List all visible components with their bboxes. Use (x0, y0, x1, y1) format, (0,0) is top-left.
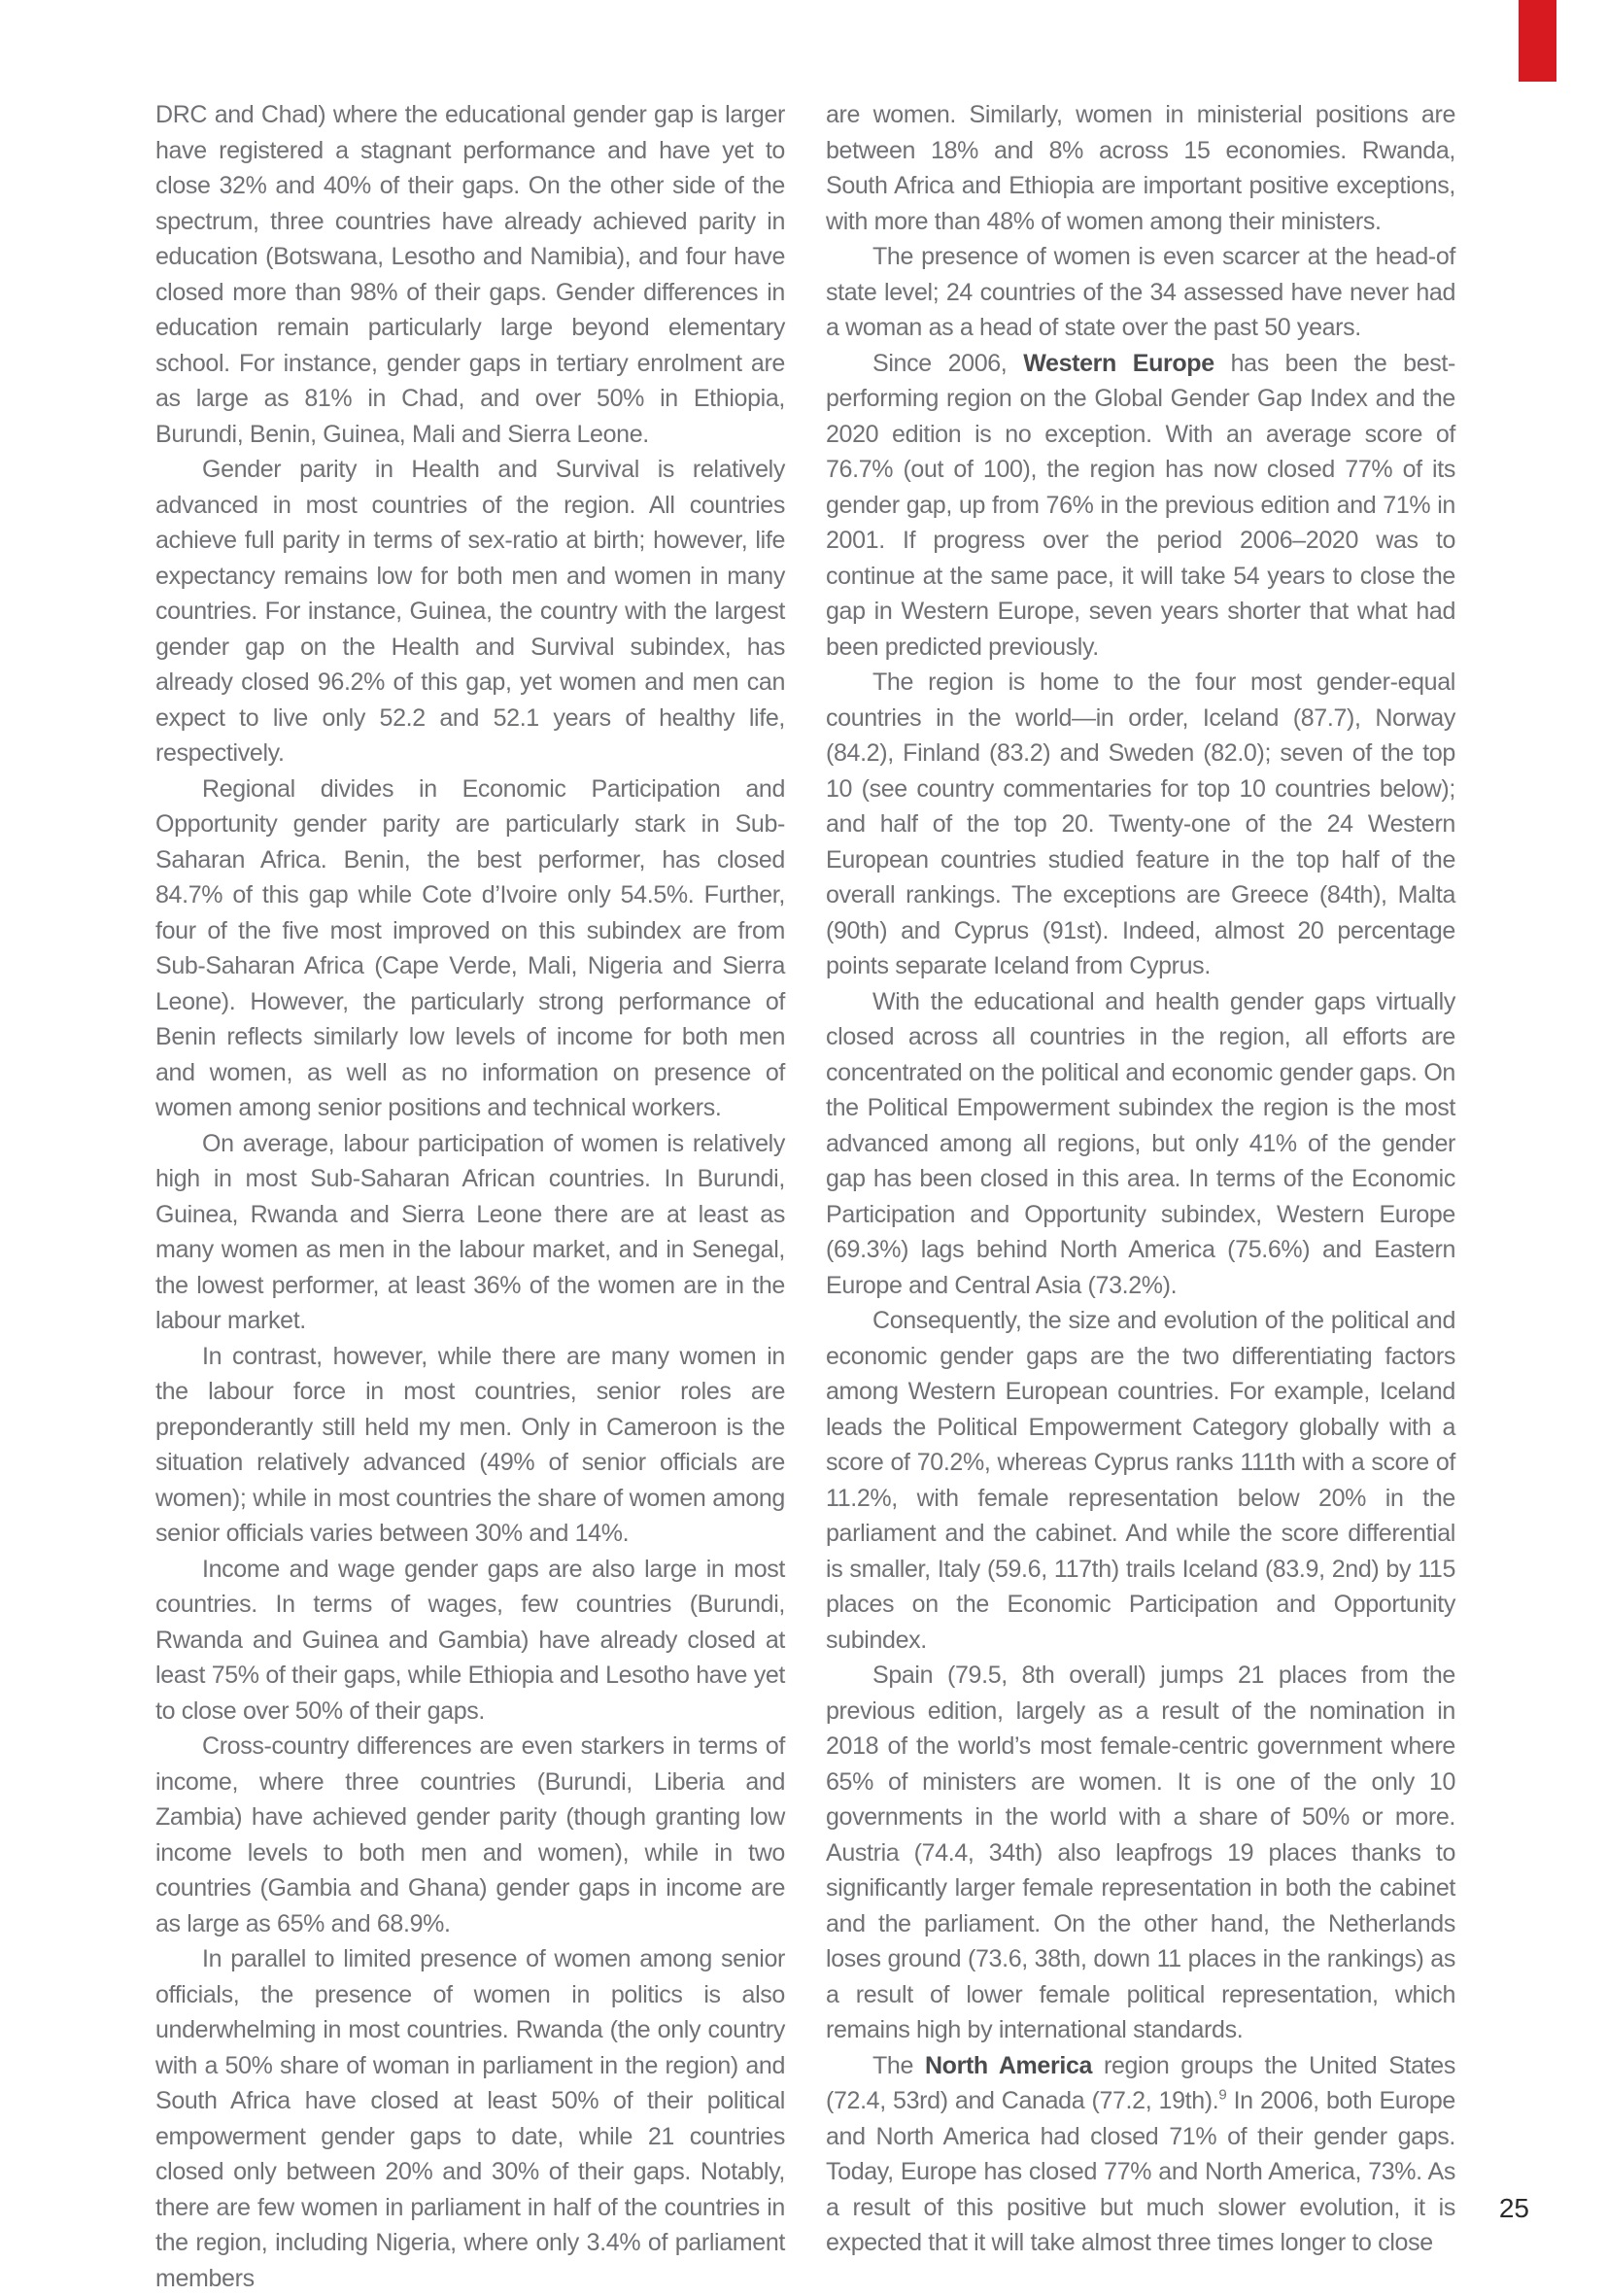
right-column (826, 97, 1455, 2296)
bold-region-western-europe: Western Europe (1023, 349, 1214, 377)
paragraph (826, 2048, 1455, 2261)
paragraph: In parallel to limited presence of women among senior officials, the presence of women in politics is also underwhelming in most countries. Rwanda (the only country with a 50% share of woman in parliament in the region) and South Africa have closed at least 50% of their political empowerment gender gaps to date, while 21 countries closed only between 20% and 30% of their gaps. Notably, there are few women in parliament in half of the countries in the region, including Nigeria, where only 3.4% of parliament members (155, 1945, 785, 2292)
paragraph-text: Since 2006, (872, 349, 1024, 377)
paragraph: Consequently, the size and evolution of the political and economic gender gaps are the two differentiating factors among Western European countries. For example, Iceland leads the Political Empowerment Category globally with a score of 70.2%, whereas Cyprus ranks 111th with a score of 11.2%, with female representation below 20% in the parliament and the cabinet. And while the score differential is smaller, Italy (59.6, 117th) trails Iceland (83.9, 2nd) by 115 places on the Economic Participation and Opportunity subindex. (826, 1307, 1455, 1654)
paragraph-text: has been the best-performing region on the Global Gender Gap Index and the 2020 edition is no exception. With an average score of 76.7% (out of 100), the region has now closed 77% of its gender gap, up from 76% in the previous edition and 71% in 2001. If progress over the period 2006–2020 was to continue at the same pace, it will take 54 years to close the gap in Western Europe, seven years shorter that what had been predicted previously. (826, 349, 1455, 661)
paragraph: On average, labour participation of women is relatively high in most Sub-Saharan African countries. In Burundi, Guinea, Rwanda and Sierra Leone there are at least as many women as men in the labour market, and in Senegal, the lowest performer, at least 36% of the women are in the labour market. (155, 1129, 785, 1334)
paragraph: Income and wage gender gaps are also large in most countries. In terms of wages, few countries (Burundi, Rwanda and Guinea and Gambia) have already closed at least 75% of their gaps, while Ethiopia and Lesotho have yet to close over 50% of their gaps. (155, 1555, 785, 1725)
page-number: 25 (1498, 2193, 1529, 2223)
paragraph: Regional divides in Economic Participation and Opportunity gender parity are particularly stark in Sub-Saharan Africa. Benin, the best performer, has closed 84.7% of this gap while Cote d’Ivoire only 54.5%. Further, four of the five most improved on this subindex are from Sub-Saharan Africa (Cape Verde, Mali, Nigeria and Sierra Leone). However, the particularly strong performance of Benin reflects similarly low levels of income for both men and women, as well as no information on presence of women among senior positions and technical workers. (155, 774, 785, 1121)
left-column (155, 97, 785, 2296)
paragraph: Spain (79.5, 8th overall) jumps 21 places from the previous edition, largely as a result of the nomination in 2018 of the world’s most female-centric government where 65% of ministers are women. It is one of the only 10 governments in the world with a share of 50% or more. Austria (74.4, 34th) also leapfrogs 19 places thanks to significantly larger female representation in both the cabinet and the parliament. On the other hand, the Netherlands loses ground (73.6, 38th, down 11 places in the rankings) as a result of lower female political representation, which remains high by international standards. (826, 1662, 1455, 2043)
paragraph (826, 346, 1455, 666)
paragraph: The region is home to the four most gender-equal countries in the world—in order, Iceland (87.7), Norway (84.2), Finland (83.2) and Sweden (82.0); seven of the top 10 (see country commentaries for top 10 countries below); and half of the top 20. Twenty-one of the 24 Western European countries studied feature in the top half of the overall rankings. The exceptions are Greece (84th), Malta (90th) and Cyprus (91st). Indeed, almost 20 percentage points separate Iceland from Cyprus. (826, 668, 1455, 979)
paragraph: Cross-country differences are even starkers in terms of income, where three countries (Burundi, Liberia and Zambia) have achieved gender parity (though granting low income levels to both men and women), while in two countries (Gambia and Ghana) gender gaps in income are as large as 65% and 68.9%. (155, 1732, 785, 1937)
paragraph: In contrast, however, while there are many women in the labour force in most countries, senior roles are preponderantly still held my men. Only in Cameroon is the situation relatively advanced (49% of senior officials are women); while in most countries the share of women among senior officials varies between 30% and 14%. (155, 1342, 785, 1547)
paragraph-text: The (872, 2051, 925, 2079)
paragraph: The presence of women is even scarcer at the head-of state level; 24 countries of the 34 assessed have never had a woman as a head of state over the past 50 years. (826, 243, 1455, 341)
paragraph: DRC and Chad) where the educational gender gap is larger have registered a stagnant performance and have yet to close 32% and 40% of their gaps. On the other side of the spectrum, three countries have already achieved parity in education (Botswana, Lesotho and Namibia), and four have closed more than 98% of their gaps. Gender differences in education remain particularly large beyond elementary school. For instance, gender gaps in tertiary enrolment are as large as 81% in Chad, and over 50% in Ethiopia, Burundi, Benin, Guinea, Mali and Sierra Leone. (155, 101, 785, 448)
bold-region-north-america: North America (924, 2051, 1093, 2079)
page-body (155, 97, 1455, 2296)
footnote-reference-9: 9 (1218, 2086, 1227, 2104)
paragraph-text: region groups the United States (72.4, 53rd) and Canada (77.2, 19th). (826, 2051, 1456, 2114)
chapter-edge-tab (1519, 0, 1556, 82)
paragraph-text: In 2006, both Europe and North America had closed 71% of their gender gaps. Today, Europe has closed 77% and North America, 73%. As a result of this positive but much slower evolution, it is expected that it will take almost three times longer to close (826, 2087, 1455, 2256)
paragraph: are women. Similarly, women in ministerial positions are between 18% and 8% across 15 economies. Rwanda, South Africa and Ethiopia are important positive exceptions, with more than 48% of women among their ministers. (826, 101, 1455, 235)
paragraph: With the educational and health gender gaps virtually closed across all countries in the region, all efforts are concentrated on the political and economic gender gaps. On the Political Empowerment subindex the region is the most advanced among all regions, but only 41% of the gender gap has been closed in this area. In terms of the Economic Participation and Opportunity subindex, Western Europe (69.3%) lags behind North America (75.6%) and Eastern Europe and Central Asia (73.2%). (826, 987, 1455, 1299)
paragraph: Gender parity in Health and Survival is relatively advanced in most countries of the region. All countries achieve full parity in terms of sex-ratio at birth; however, life expectancy remains low for both men and women in many countries. For instance, Guinea, the country with the largest gender gap on the Health and Survival subindex, has already closed 96.2% of this gap, yet women and men can expect to live only 52.2 and 52.1 years of healthy life, respectively. (155, 456, 785, 767)
